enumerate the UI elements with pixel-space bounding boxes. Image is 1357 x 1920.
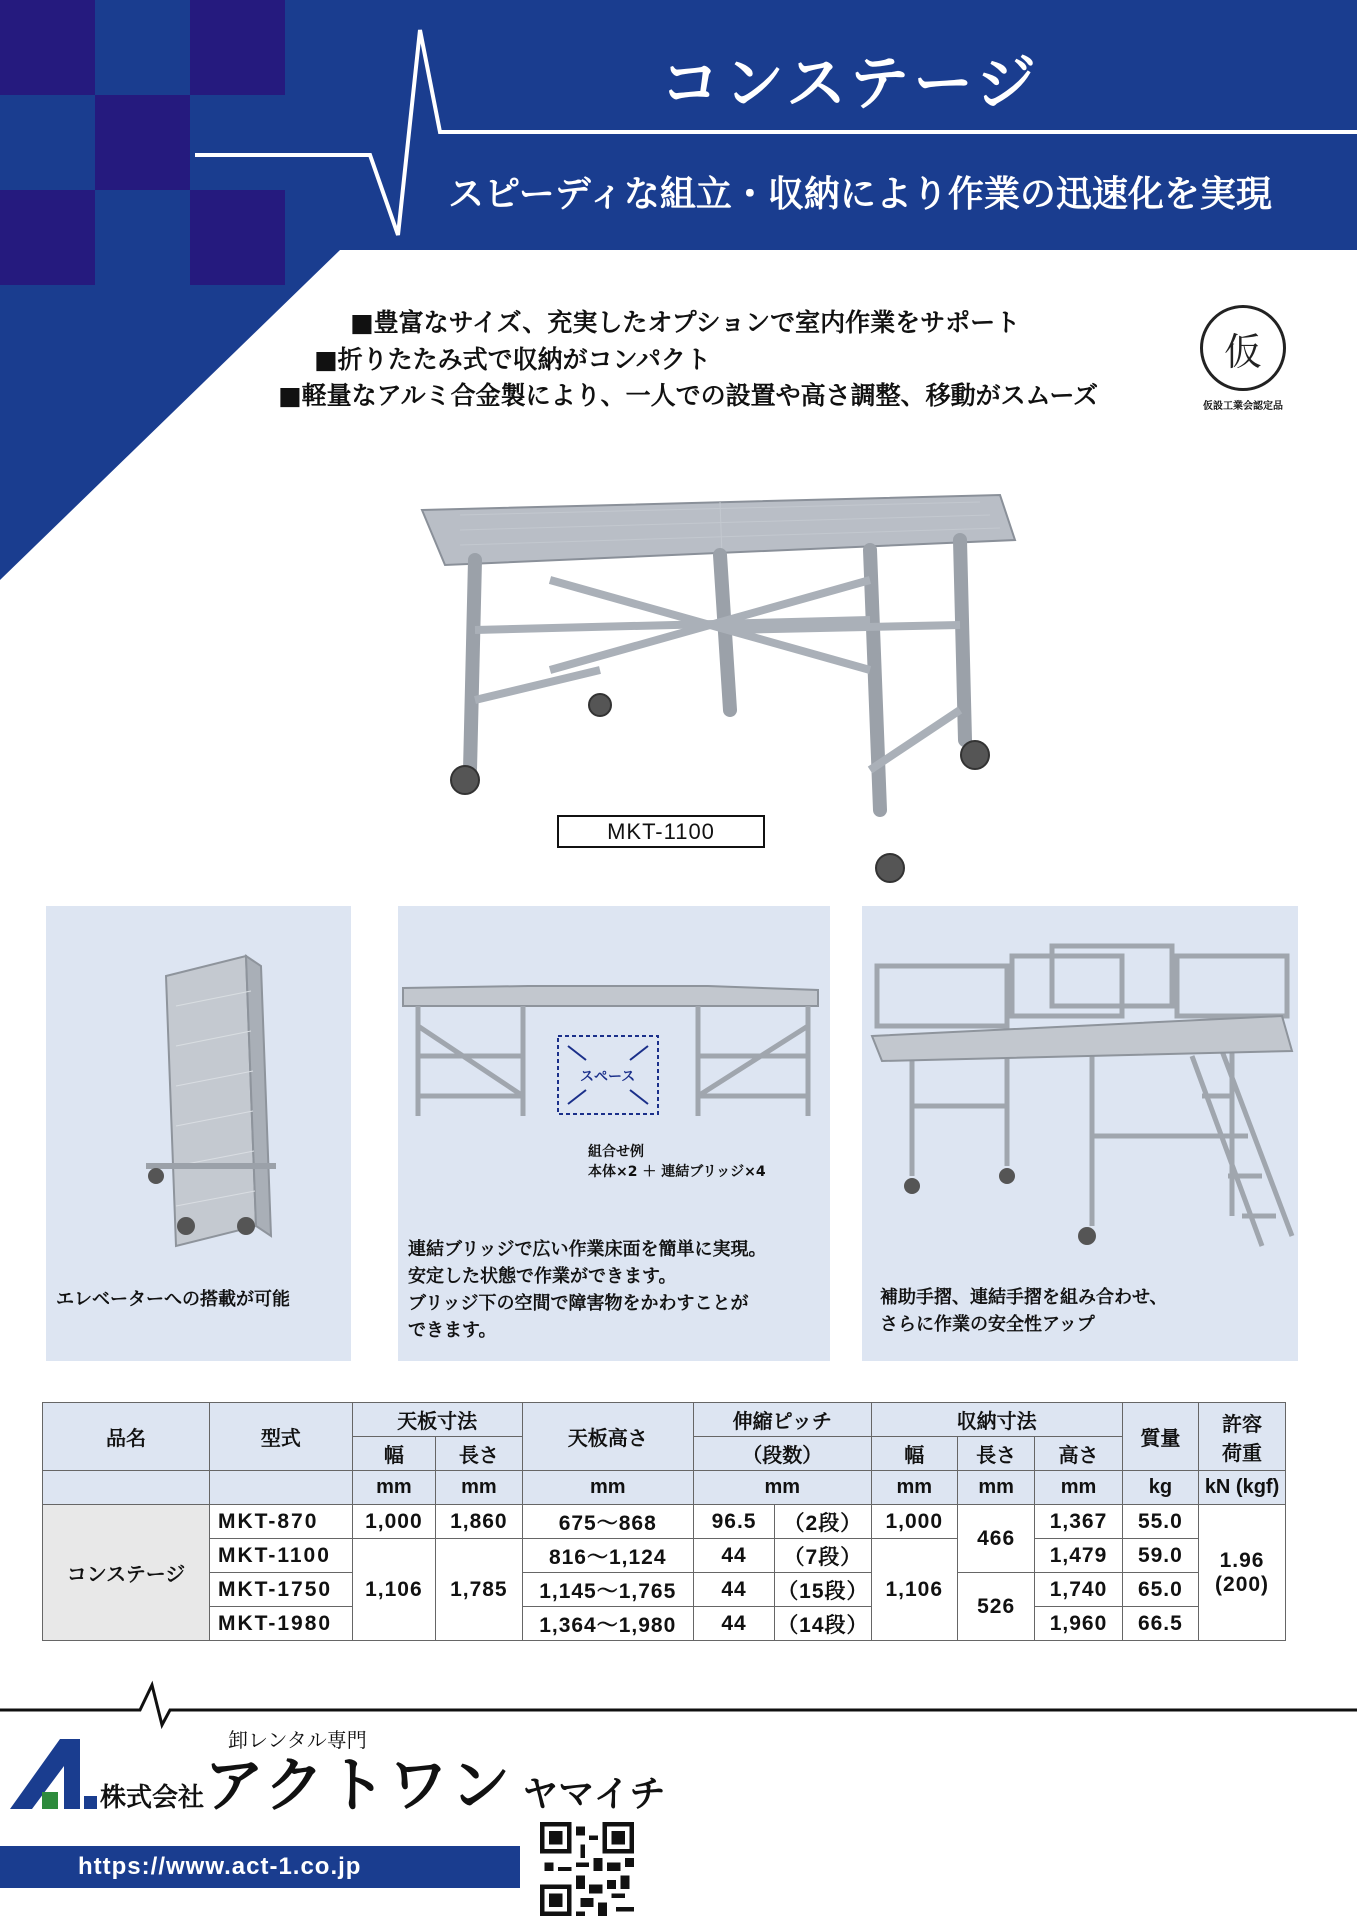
pitch-cell: 44 (693, 1573, 774, 1607)
company-prefix: 株式会社 (100, 1783, 205, 1813)
top-height-cell: 1,364～1,980 (522, 1607, 693, 1641)
combo-title: 組合せ例 (588, 1144, 644, 1160)
handrail-caption-line: 補助手摺、連結手摺を組み合わせ、 (880, 1287, 1168, 1308)
model-cell: MKT-1980 (210, 1607, 353, 1641)
unit-cell: mm (522, 1471, 693, 1505)
steps-cell: （15段） (775, 1573, 871, 1607)
unit-cell: mm (958, 1471, 1035, 1505)
spec-table (42, 1402, 1286, 1641)
combo-detail: 本体×2 ＋ 連結ブリッジ×4 (588, 1164, 766, 1180)
website-url[interactable]: https://www.act-1.co.jp (0, 1846, 520, 1888)
th-steps: （段数） (693, 1437, 871, 1471)
qr-code-icon[interactable] (540, 1822, 634, 1916)
certification-mark (1188, 305, 1298, 412)
panel-handrail (862, 906, 1298, 1361)
feature-item: ■折りたたみ式で収納がコンパクト (314, 345, 711, 374)
steps-cell: （2段） (775, 1505, 871, 1539)
th-model: 型式 (210, 1403, 353, 1471)
table-unit-row (43, 1471, 1286, 1505)
th-s-width: 幅 (871, 1437, 957, 1471)
mass-cell: 66.5 (1122, 1607, 1198, 1641)
panel-bridge (398, 906, 830, 1361)
unit-cell: mm (352, 1471, 436, 1505)
th-width: 幅 (352, 1437, 436, 1471)
page-subtitle: スピーディな組立・収納により作業の迅速化を実現 (448, 174, 1272, 215)
top-height-cell: 675～868 (522, 1505, 693, 1539)
certification-icon: 仮 (1200, 305, 1286, 391)
length-cell: 1,785 (436, 1539, 522, 1641)
th-blank (43, 1471, 210, 1505)
mass-cell: 59.0 (1122, 1539, 1198, 1573)
th-blank (210, 1471, 353, 1505)
pitch-cell: 44 (693, 1607, 774, 1641)
load-kgf: (200) (1215, 1572, 1270, 1596)
th-length: 長さ (436, 1437, 522, 1471)
pitch-cell: 96.5 (693, 1505, 774, 1539)
length-cell: 1,860 (436, 1505, 522, 1539)
bridge-caption-line: できます。 (408, 1320, 497, 1341)
mass-cell: 65.0 (1122, 1573, 1198, 1607)
th-s-length: 長さ (958, 1437, 1035, 1471)
storage-height-cell: 1,960 (1035, 1607, 1122, 1641)
unit-cell: mm (871, 1471, 957, 1505)
width-cell: 1,106 (352, 1539, 436, 1641)
storage-height-cell: 1,740 (1035, 1573, 1122, 1607)
storage-length-cell: 466 (958, 1505, 1035, 1573)
top-height-cell: 816～1,124 (522, 1539, 693, 1573)
th-mass: 質量 (1122, 1403, 1198, 1471)
table-row (43, 1607, 1286, 1641)
width-cell: 1,000 (352, 1505, 436, 1539)
th-top-height: 天板高さ (522, 1403, 693, 1471)
handrail-caption-line: さらに作業の安全性アップ (880, 1314, 1095, 1335)
handrail-image (862, 906, 1298, 1266)
footer-pulse-line (0, 1680, 1357, 1730)
unit-cell: mm (693, 1471, 871, 1505)
dealer-label: 卸レンタル専門 (228, 1728, 367, 1752)
company-logo-icon (0, 1734, 100, 1814)
panel-folded (46, 906, 351, 1361)
company-main-name: アクトワン (204, 1751, 513, 1821)
th-load (1199, 1403, 1286, 1471)
unit-cell: mm (436, 1471, 522, 1505)
storage-width-cell: 1,000 (871, 1505, 957, 1539)
page-title: コンステージ (660, 49, 1040, 119)
bridge-caption-line: 連結ブリッジで広い作業床面を簡単に実現。 (408, 1239, 767, 1260)
mass-cell: 55.0 (1122, 1505, 1198, 1539)
pitch-cell: 44 (693, 1539, 774, 1573)
folded-caption: エレベーターへの搭載が可能 (56, 1289, 290, 1310)
model-cell: MKT-870 (210, 1505, 353, 1539)
th-name: 品名 (43, 1403, 210, 1471)
product-name-cell: コンステージ (43, 1505, 210, 1641)
model-cell: MKT-1100 (210, 1539, 353, 1573)
company-name (100, 1738, 666, 1824)
company-suffix: ヤマイチ (522, 1774, 666, 1815)
top-height-cell: 1,145～1,765 (522, 1573, 693, 1607)
table-row (43, 1573, 1286, 1607)
table-row (43, 1539, 1286, 1573)
steps-cell: （7段） (775, 1539, 871, 1573)
storage-width-cell: 1,106 (871, 1539, 957, 1641)
unit-cell: kg (1122, 1471, 1198, 1505)
certification-label: 仮設工業会認定品 (1203, 401, 1283, 412)
space-label: スペース (580, 1069, 636, 1085)
load-cell (1199, 1505, 1286, 1641)
th-load-1: 許容 (1222, 1413, 1263, 1436)
th-pitch: 伸縮ピッチ (693, 1403, 871, 1437)
table-row (43, 1505, 1286, 1539)
storage-height-cell: 1,479 (1035, 1539, 1122, 1573)
storage-height-cell: 1,367 (1035, 1505, 1122, 1539)
th-storage: 収納寸法 (871, 1403, 1122, 1437)
th-s-height: 高さ (1035, 1437, 1122, 1471)
unit-cell: kN (kgf) (1199, 1471, 1286, 1505)
bridge-caption-line: 安定した状態で作業ができます。 (408, 1266, 677, 1287)
steps-cell: （14段） (775, 1607, 871, 1641)
bridge-combo-image (398, 906, 830, 1146)
unit-cell: mm (1035, 1471, 1122, 1505)
model-label: MKT-1100 (557, 815, 765, 848)
storage-length-cell: 526 (958, 1573, 1035, 1641)
th-top-size: 天板寸法 (352, 1403, 522, 1437)
feature-item: ■豊富なサイズ、充実したオプションで室内作業をサポート (350, 308, 1021, 337)
bridge-caption-line: ブリッジ下の空間で障害物をかわすことが (408, 1293, 749, 1314)
feature-item: ■軽量なアルミ合金製により、一人での設置や高さ調整、移動がスムーズ (278, 381, 1099, 410)
th-load-2: 荷重 (1222, 1442, 1263, 1465)
load-value: 1.96 (1219, 1548, 1265, 1572)
table-header-row (43, 1403, 1286, 1437)
model-cell: MKT-1750 (210, 1573, 353, 1607)
